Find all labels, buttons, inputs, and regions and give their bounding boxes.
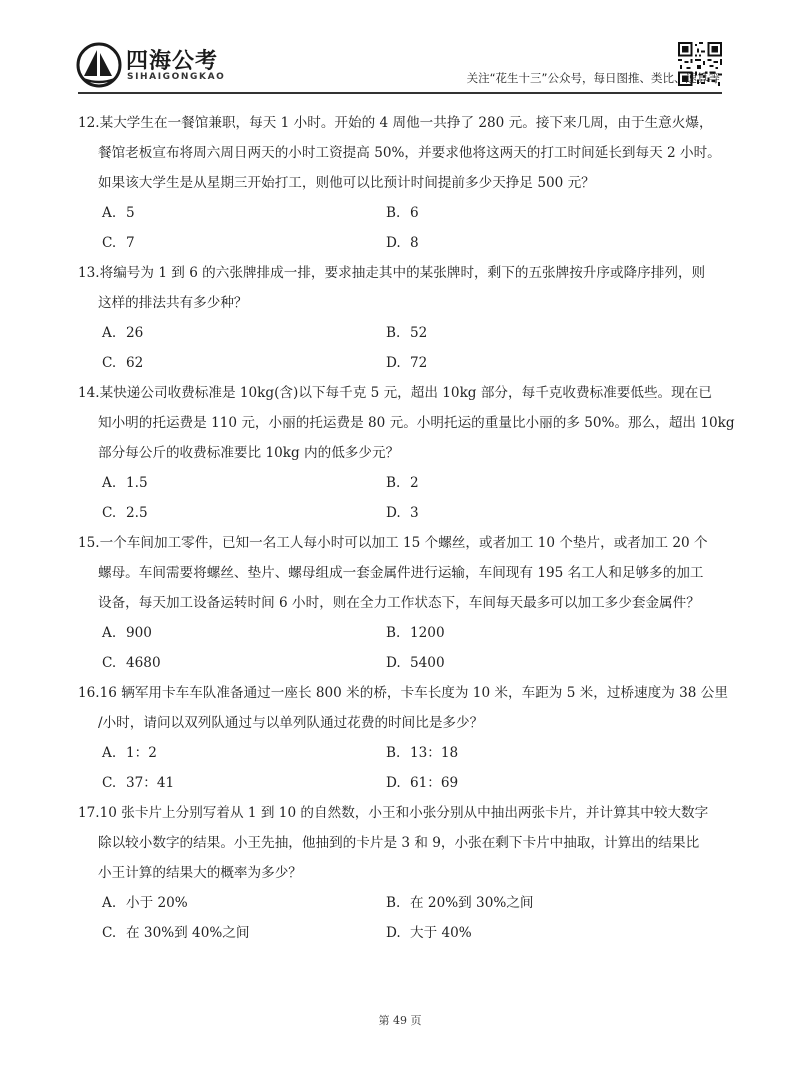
question-line (78, 258, 728, 288)
option-c: C. 2.5 (102, 505, 148, 521)
question-16 (78, 678, 728, 798)
question-line (78, 528, 728, 558)
option-b: B. 13：18 (386, 745, 459, 761)
answer-options (78, 318, 728, 378)
question-14 (78, 378, 735, 528)
option-b: B. 52 (386, 325, 428, 341)
question-12 (78, 108, 728, 258)
page-number: 第 49 页 (378, 1014, 422, 1027)
question-text: /小时，请问以双列队通过与以单列队通过花费的时间比是多少？ (98, 715, 484, 731)
question-13 (78, 258, 728, 378)
question-line (78, 108, 728, 138)
question-list (78, 108, 735, 948)
answer-options (78, 198, 728, 258)
option-c: C. 在 30%到 40%之间 (102, 925, 250, 941)
option-d: D. 5400 (386, 655, 445, 671)
question-line (78, 378, 728, 408)
question-text: 如果该大学生是从星期三开始打工，则他可以比预计时间提前多少天挣足 500 元？ (98, 175, 595, 191)
question-number: 14. (78, 385, 100, 401)
option-b: B. 2 (386, 475, 419, 491)
option-d: D. 72 (386, 355, 428, 371)
option-a: A. 26 (102, 325, 144, 341)
option-a: A. 1.5 (102, 475, 148, 491)
answer-options (78, 468, 728, 528)
option-b: B. 在 20%到 30%之间 (386, 895, 534, 911)
option-a: A. 900 (102, 625, 152, 641)
question-text: 一个车间加工零件，已知一名工人每小时可以加工 15 个螺丝，或者加工 10 个垫片，或者加工 20 个 (99, 535, 708, 551)
question-text: 餐馆老板宣布将周六周日两天的小时工资提高 50%，并要求他将这两天的打工时间延长到每天 2 小时。 (98, 145, 721, 161)
question-text: 将编号为 1 到 6 的六张牌排成一排，要求抽走其中的某张牌时，剩下的五张牌按升序或降序排列，则 (99, 265, 706, 281)
sailboat-logo-icon (76, 42, 122, 88)
option-d: D. 3 (386, 505, 419, 521)
option-b: B. 6 (386, 205, 419, 221)
question-text: 这样的排法共有多少种？ (98, 295, 248, 311)
option-a: A. 小于 20% (102, 895, 188, 911)
question-text: 知小明的托运费是 110 元，小丽的托运费是 80 元。小明托运的重量比小丽的多 50%。那么，超出 10kg (98, 415, 735, 431)
option-d: D. 大于 40% (386, 925, 472, 941)
question-text: 16 辆军用卡车车队准备通过一座长 800 米的桥，卡车长度为 10 米，车距为 5 米，过桥速度为 38 公里 (99, 685, 728, 701)
option-d: D. 61：69 (386, 775, 459, 791)
question-number: 16. (78, 685, 100, 701)
answer-options (78, 618, 728, 678)
brand-logo (76, 42, 276, 90)
question-17 (78, 798, 728, 948)
question-number: 17. (78, 805, 100, 821)
page-header (0, 0, 800, 100)
option-a: A. 5 (102, 205, 135, 221)
question-text: 设备，每天加工设备运转时间 6 小时，则在全力工作状态下，车间每天最多可以加工多少套金属件？ (98, 595, 700, 611)
answer-options (78, 888, 728, 948)
brand-name: 四海公考 (126, 49, 219, 74)
question-number: 12. (78, 115, 100, 131)
option-d: D. 8 (386, 235, 419, 251)
question-text: 除以较小数字的结果。小王先抽，他抽到的卡片是 3 和 9，小张在剩下卡片中抽取，计算出的结果比 (98, 835, 700, 851)
question-text: 小王计算的结果大的概率为多少？ (98, 865, 302, 881)
question-line (78, 798, 728, 828)
option-c: C. 4680 (102, 655, 161, 671)
option-a: A. 1：2 (102, 745, 157, 761)
question-15 (78, 528, 728, 678)
option-b: B. 1200 (386, 625, 445, 641)
header-divider (78, 92, 722, 94)
question-number: 15. (78, 535, 100, 551)
question-text: 某快递公司收费标准是 10kg(含)以下每千克 5 元，超出 10kg 部分，每千克收费标准要低些。现在已 (99, 385, 712, 401)
option-c: C. 37：41 (102, 775, 175, 791)
question-number: 13. (78, 265, 100, 281)
question-text: 部分每公斤的收费标准要比 10kg 内的低多少元？ (98, 445, 400, 461)
option-c: C. 7 (102, 235, 135, 251)
option-c: C. 62 (102, 355, 144, 371)
question-text: 10 张卡片上分别写着从 1 到 10 的自然数，小王和小张分别从中抽出两张卡片，并计算其中较大数字 (99, 805, 709, 821)
header-tagline: 关注“花生十三”公众号，每日图推、类比、速算等 (466, 71, 720, 85)
question-text: 某大学生在一餐馆兼职，每天 1 小时。开始的 4 周他一共挣了 280 元。接下来几周，由于生意火爆， (99, 115, 713, 131)
question-text: 螺母。车间需要将螺丝、垫片、螺母组成一套金属件进行运输，车间现有 195 名工人和足够多的加工 (98, 565, 704, 581)
question-line (78, 678, 728, 708)
answer-options (78, 738, 728, 798)
brand-name-pinyin: SIHAIGONGKAO (127, 72, 226, 82)
